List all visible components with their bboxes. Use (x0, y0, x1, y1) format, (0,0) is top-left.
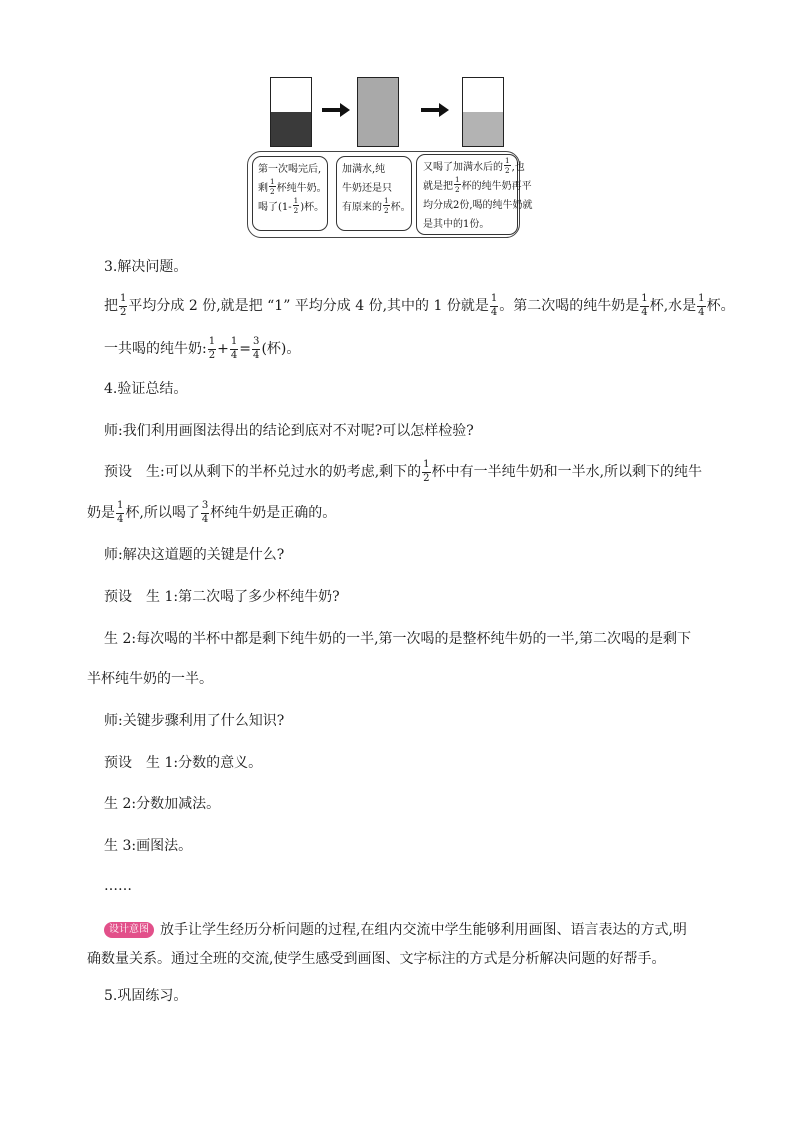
note-line: 均分成2份,喝的纯牛奶就 (423, 200, 533, 211)
note-line: 第一次喝完后, (258, 164, 322, 175)
milk-fill (271, 112, 311, 146)
note-line: 加满水,纯 (342, 164, 386, 175)
mix-fill (463, 112, 503, 146)
fraction: $\frac{1}{2}$ (293, 195, 299, 215)
paragraph-total: 一共喝的纯牛奶: $\frac{1}{2}$ + $\frac{1}{4}$ = $\frac{3}{4}$ (杯)。 (104, 336, 301, 361)
fraction: $\frac{1}{2}$ (505, 155, 510, 175)
fraction: $\frac{3}{4}$ (253, 336, 260, 361)
design-intent-badge: 设计意图 (104, 922, 154, 938)
ellipsis: …… (104, 878, 132, 894)
fraction: $\frac{1}{2}$ (455, 174, 460, 194)
teacher-question-3: 师:关键步骤利用了什么知识? (104, 713, 285, 729)
fraction: $\frac{1}{4}$ (230, 336, 238, 361)
fraction: $\frac{1}{2}$ (120, 293, 127, 318)
cup-after-second-drink (462, 77, 504, 147)
note-add-water (336, 156, 412, 231)
note-line: 就是把 $\frac{1}{2}$ 杯的纯牛奶再平 (423, 174, 532, 194)
knowledge-3: 生 3:画图法。 (104, 838, 193, 854)
fraction: $\frac{1}{2}$ (423, 459, 430, 484)
fraction: $\frac{3}{4}$ (201, 500, 209, 525)
note-second-drink (416, 154, 533, 235)
fraction: $\frac{1}{2}$ (208, 336, 216, 361)
knowledge-2: 生 2:分数加减法。 (104, 796, 221, 812)
preset-knowledge-1: 预设 生 1:分数的意义。 (104, 755, 263, 771)
design-intent-line-1: 设计意图 放手让学生经历分析问题的过程,在组内交流中学生能够利用画图、语言表达的方式,明 (104, 916, 724, 944)
teacher-question-1: 师:我们利用画图法得出的结论到底对不对呢?可以怎样检验? (104, 423, 474, 439)
note-line: 有原来的 $\frac{1}{2}$ 杯。 (342, 195, 411, 215)
section-5-title: 5.巩固练习。 (104, 988, 188, 1004)
preset-answer-line-1: 预设 生:可以从剩下的半杯兑过水的奶考虑,剩下的 $\frac{1}{2}$ 杯中有一半纯牛奶和一半水,所以剩下的纯牛 (104, 459, 703, 484)
arrow-right-icon (322, 106, 350, 114)
note-first-drink (252, 156, 328, 231)
cup-filled-with-water (357, 77, 399, 147)
note-line: 是其中的1份。 (423, 219, 490, 230)
mix-fill (358, 78, 398, 146)
note-line: 喝了(1- $\frac{1}{2}$ )杯。 (258, 195, 325, 215)
fraction: $\frac{1}{4}$ (698, 293, 705, 318)
cup-after-first-drink (270, 77, 312, 147)
preset-student-1: 预设 生 1:第二次喝了多少杯纯牛奶? (104, 589, 340, 605)
arrow-right-icon (421, 106, 449, 114)
paragraph-solution: 把 $\frac{1}{2}$ 平均分成 2 份,就是把 “1” 平均分成 4 份,其中的 1 份就是 $\frac{1}{4}$ 。第二次喝的纯牛奶是 $\frac{1}{4}$ 杯,水是 $\frac{1}{4}$ 杯。 (104, 293, 735, 318)
design-intent-line-2: 确数量关系。通过全班的交流,使学生感受到画图、文字标注的方式是分析解决问题的好帮手。 (87, 951, 666, 967)
fraction: $\frac{1}{4}$ (117, 500, 124, 525)
teacher-question-2: 师:解决这道题的关键是什么? (104, 547, 285, 563)
note-line: 牛奶还是只 (342, 183, 392, 194)
note-line: 剩 $\frac{1}{2}$ 杯纯牛奶。 (258, 176, 327, 196)
fraction: $\frac{1}{2}$ (270, 176, 275, 196)
fraction: $\frac{1}{2}$ (384, 195, 389, 215)
section-3-title: 3.解决问题。 (104, 259, 188, 275)
milk-cups-figure (0, 0, 794, 245)
section-4-title: 4.验证总结。 (104, 381, 188, 397)
fraction: $\frac{1}{4}$ (490, 293, 498, 318)
preset-answer-line-2: 奶是 $\frac{1}{4}$ 杯,所以喝了 $\frac{3}{4}$ 杯纯牛奶是正确的。 (87, 500, 337, 525)
student-2-line-2: 半杯纯牛奶的一半。 (87, 671, 213, 687)
student-2-line-1: 生 2:每次喝的半杯中都是剩下纯牛奶的一半,第一次喝的是整杯纯牛奶的一半,第二次喝的是剩下 (104, 631, 691, 647)
note-line: 又喝了加满水后的 $\frac{1}{2}$ ,也 (423, 155, 525, 175)
fraction: $\frac{1}{4}$ (641, 293, 648, 318)
